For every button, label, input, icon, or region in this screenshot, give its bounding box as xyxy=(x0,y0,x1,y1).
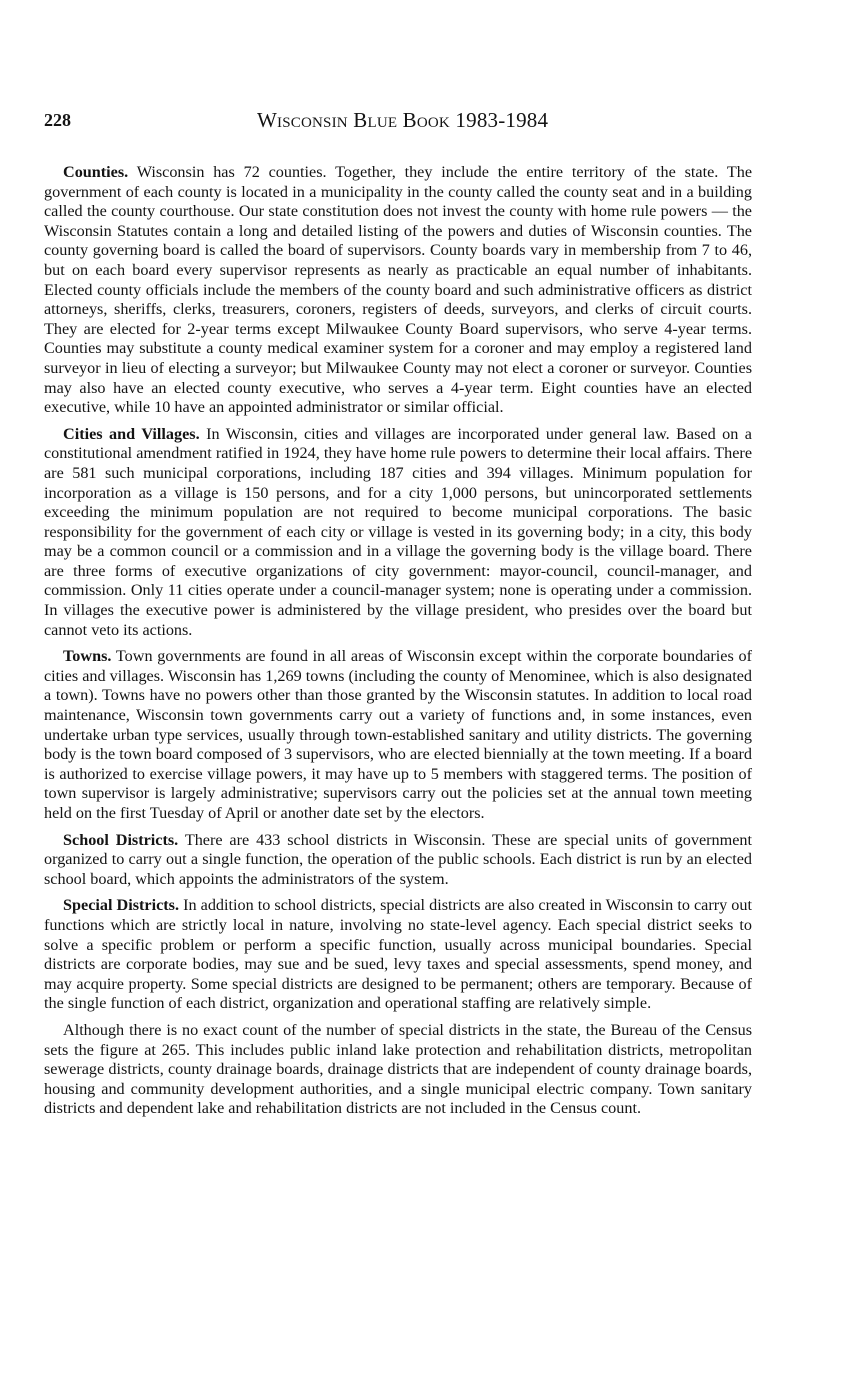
text-cities-villages: In Wisconsin, cities and villages are incorporated under general law. Based on a constitutional amendment ratified in 1924, they have home rule powers to determine their local affairs. There are 581 such municipal corporations, including 187 cities and 394 villages. Minimum population for incorporation as a village is 150 persons, and for a city 1,000 persons, but unincorporated settlements exceeding the minimum population are not required to become municipal corporations. The basic responsibility for the government of each city or village is vested in its governing body; in a city, this body may be a common council or a commission and in a village the governing body is the village board. There are three forms of executive organizations of city government: mayor-council, council-manager, and commission. Only 11 cities operate under a council-manager system; none is operating under a commission. In villages the executive power is administered by the village president, who presides over the board but cannot veto its actions. xyxy=(44,424,752,639)
paragraph-cities-villages xyxy=(44,425,752,641)
paragraph-counties xyxy=(44,163,752,418)
text-towns: Town governments are found in all areas of Wisconsin except within the corporate boundaries of cities and villages. Wisconsin has 1,269 towns (including the county of Menominee, which is also designated a town). Towns have no powers other than those granted by the Wisconsin statutes. In addition to local road maintenance, Wisconsin town governments carry out a variety of functions and, in some instances, even undertake urban type services, usually through town-established sanitary and utility districts. The governing body is the town board composed of 3 supervisors, who are elected biennially at the town meeting. If a board is authorized to exercise village powers, it may have up to 5 members with staggered terms. The position of town supervisor is largely administrative; supervisors carry out the policies set at the annual town meeting held on the first Tuesday of April or another date set by the electors. xyxy=(44,647,752,822)
paragraph-special-districts xyxy=(44,896,752,1014)
text-special-districts: In addition to school districts, special districts are also created in Wisconsin to carry out functions which are strictly local in nature, involving no state-level agency. Each special district seeks to solve a specific problem or perform a specific function, usually across municipal boundaries. Special districts are corporate bodies, may sue and be sued, levy taxes and special assessments, spend money, and may acquire property. Some special districts are designed to be permanent; others are temporary. Because of the single function of each district, organization and operational staffing are relatively simple. xyxy=(44,896,752,1013)
heading-school-districts: School Districts. xyxy=(63,830,179,849)
page-number: 228 xyxy=(44,110,71,130)
heading-cities-villages: Cities and Villages. xyxy=(63,424,200,443)
text-census-count: Although there is no exact count of the number of special districts in the state, the Bureau of the Census sets the figure at 265. This includes public inland lake protection and rehabilitation districts, metropolitan sewerage districts, county drainage boards, drainage districts that are independent of county drainage boards, housing and community development authorities, and a single municipal electric company. Town sanitary districts and dependent lake and rehabilitation districts are not included in the Census count. xyxy=(44,1020,752,1118)
paragraph-towns xyxy=(44,647,752,823)
page-body xyxy=(44,163,752,1126)
paragraph-school-districts xyxy=(44,831,752,890)
running-title: Wisconsin Blue Book 1983-1984 xyxy=(257,108,549,132)
heading-towns: Towns. xyxy=(63,647,112,666)
text-counties: Wisconsin has 72 counties. Together, they include the entire territory of the state. The government of each county is located in a municipality in the county called the county seat and in a building called the county courthouse. Our state constitution does not invest the county with home rule powers — the Wisconsin Statutes contain a long and detailed listing of the powers and duties of Wisconsin counties. The county governing board is called the board of supervisors. County boards vary in membership from 7 to 46, but on each board every supervisor represents as nearly as practicable an equal number of inhabitants. Elected county officials include the members of the county board and such administrative officers as district attorneys, sheriffs, clerks, treasurers, coroners, registers of deeds, surveyors, and clerks of circuit courts. They are elected for 2-year terms except Milwaukee County Board supervisors, who serve 4-year terms. Counties may substitute a county medical examiner system for a coroner and may employ a registered land surveyor in lieu of electing a surveyor; but Milwaukee County may not elect a coroner or surveyor. Counties may also have an elected county executive, who serves a 4-year term. Eight counties have an elected executive, while 10 have an appointed administrator or similar official. xyxy=(44,163,752,417)
heading-special-districts: Special Districts. xyxy=(63,896,180,915)
paragraph-census-count xyxy=(44,1021,752,1119)
page-header xyxy=(44,108,814,138)
text-school-districts: There are 433 school districts in Wisconsin. These are special units of government organized to carry out a single function, the operation of the public schools. Each district is run by an elected school board, which appoints the administrators of the system. xyxy=(44,830,752,888)
heading-counties: Counties. xyxy=(63,163,129,181)
